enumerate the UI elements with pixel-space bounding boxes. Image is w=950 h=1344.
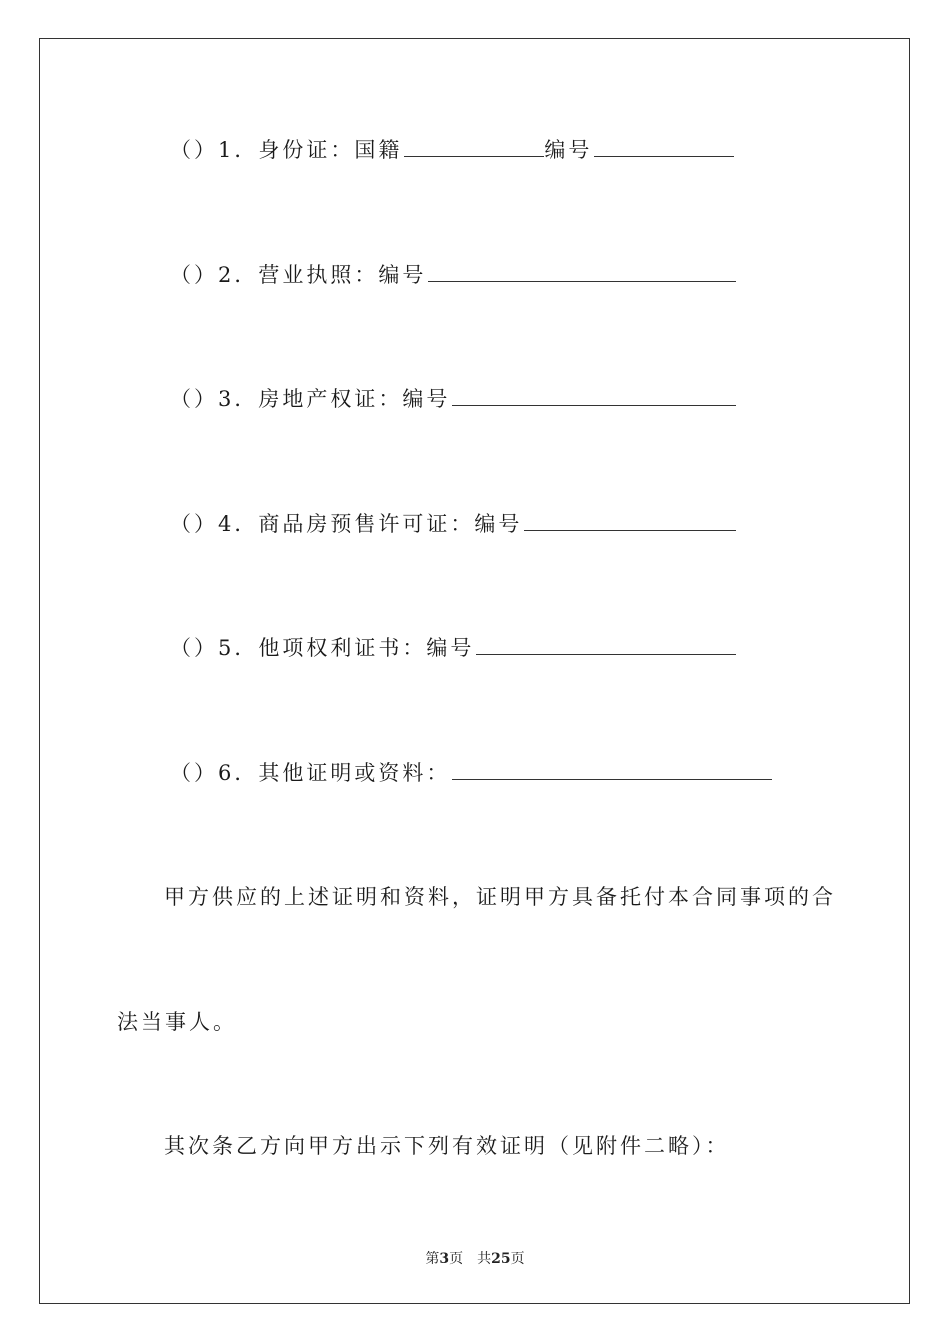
footer-page-prefix: 第 bbox=[425, 1251, 440, 1267]
property-number-blank[interactable] bbox=[452, 385, 736, 406]
other-documents-blank[interactable] bbox=[452, 759, 772, 780]
item-label: （）1．身份证：国籍 bbox=[170, 138, 403, 162]
rights-number-blank[interactable] bbox=[476, 634, 736, 655]
item-label: （）5．他项权利证书：编号 bbox=[170, 636, 475, 660]
license-number-blank[interactable] bbox=[428, 261, 736, 282]
paragraph-2: 其次条乙方向甲方出示下列有效证明（见附件二略）： bbox=[164, 1134, 730, 1158]
item-other-rights-certificate bbox=[170, 634, 736, 662]
item-label: （）6．其他证明或资料： bbox=[170, 761, 451, 785]
item-label: （）3．房地产权证：编号 bbox=[170, 387, 451, 411]
nationality-blank[interactable] bbox=[404, 136, 544, 157]
item-id-card bbox=[170, 136, 734, 164]
item-mid-label: 编号 bbox=[544, 138, 593, 162]
id-number-blank[interactable] bbox=[594, 136, 734, 157]
item-label: （）4．商品房预售许可证：编号 bbox=[170, 512, 523, 536]
footer-page-total: 25 bbox=[491, 1251, 511, 1267]
item-business-license bbox=[170, 261, 736, 289]
item-presale-permit bbox=[170, 510, 736, 538]
paragraph-1-line-2: 法当事人。 bbox=[117, 1010, 237, 1034]
footer-page-current: 3 bbox=[439, 1251, 450, 1267]
item-label: （）2．营业执照：编号 bbox=[170, 263, 427, 287]
permit-number-blank[interactable] bbox=[524, 510, 736, 531]
paragraph-1-line-1: 甲方供应的上述证明和资料，证明甲方具备托付本合同事项的合 bbox=[164, 885, 836, 909]
footer-page-mid: 页 共 bbox=[449, 1251, 492, 1267]
item-other-documents bbox=[170, 759, 772, 787]
page-border bbox=[39, 38, 910, 1304]
page-footer bbox=[0, 1248, 950, 1268]
footer-page-suffix: 页 bbox=[510, 1251, 525, 1267]
item-property-certificate bbox=[170, 385, 736, 413]
